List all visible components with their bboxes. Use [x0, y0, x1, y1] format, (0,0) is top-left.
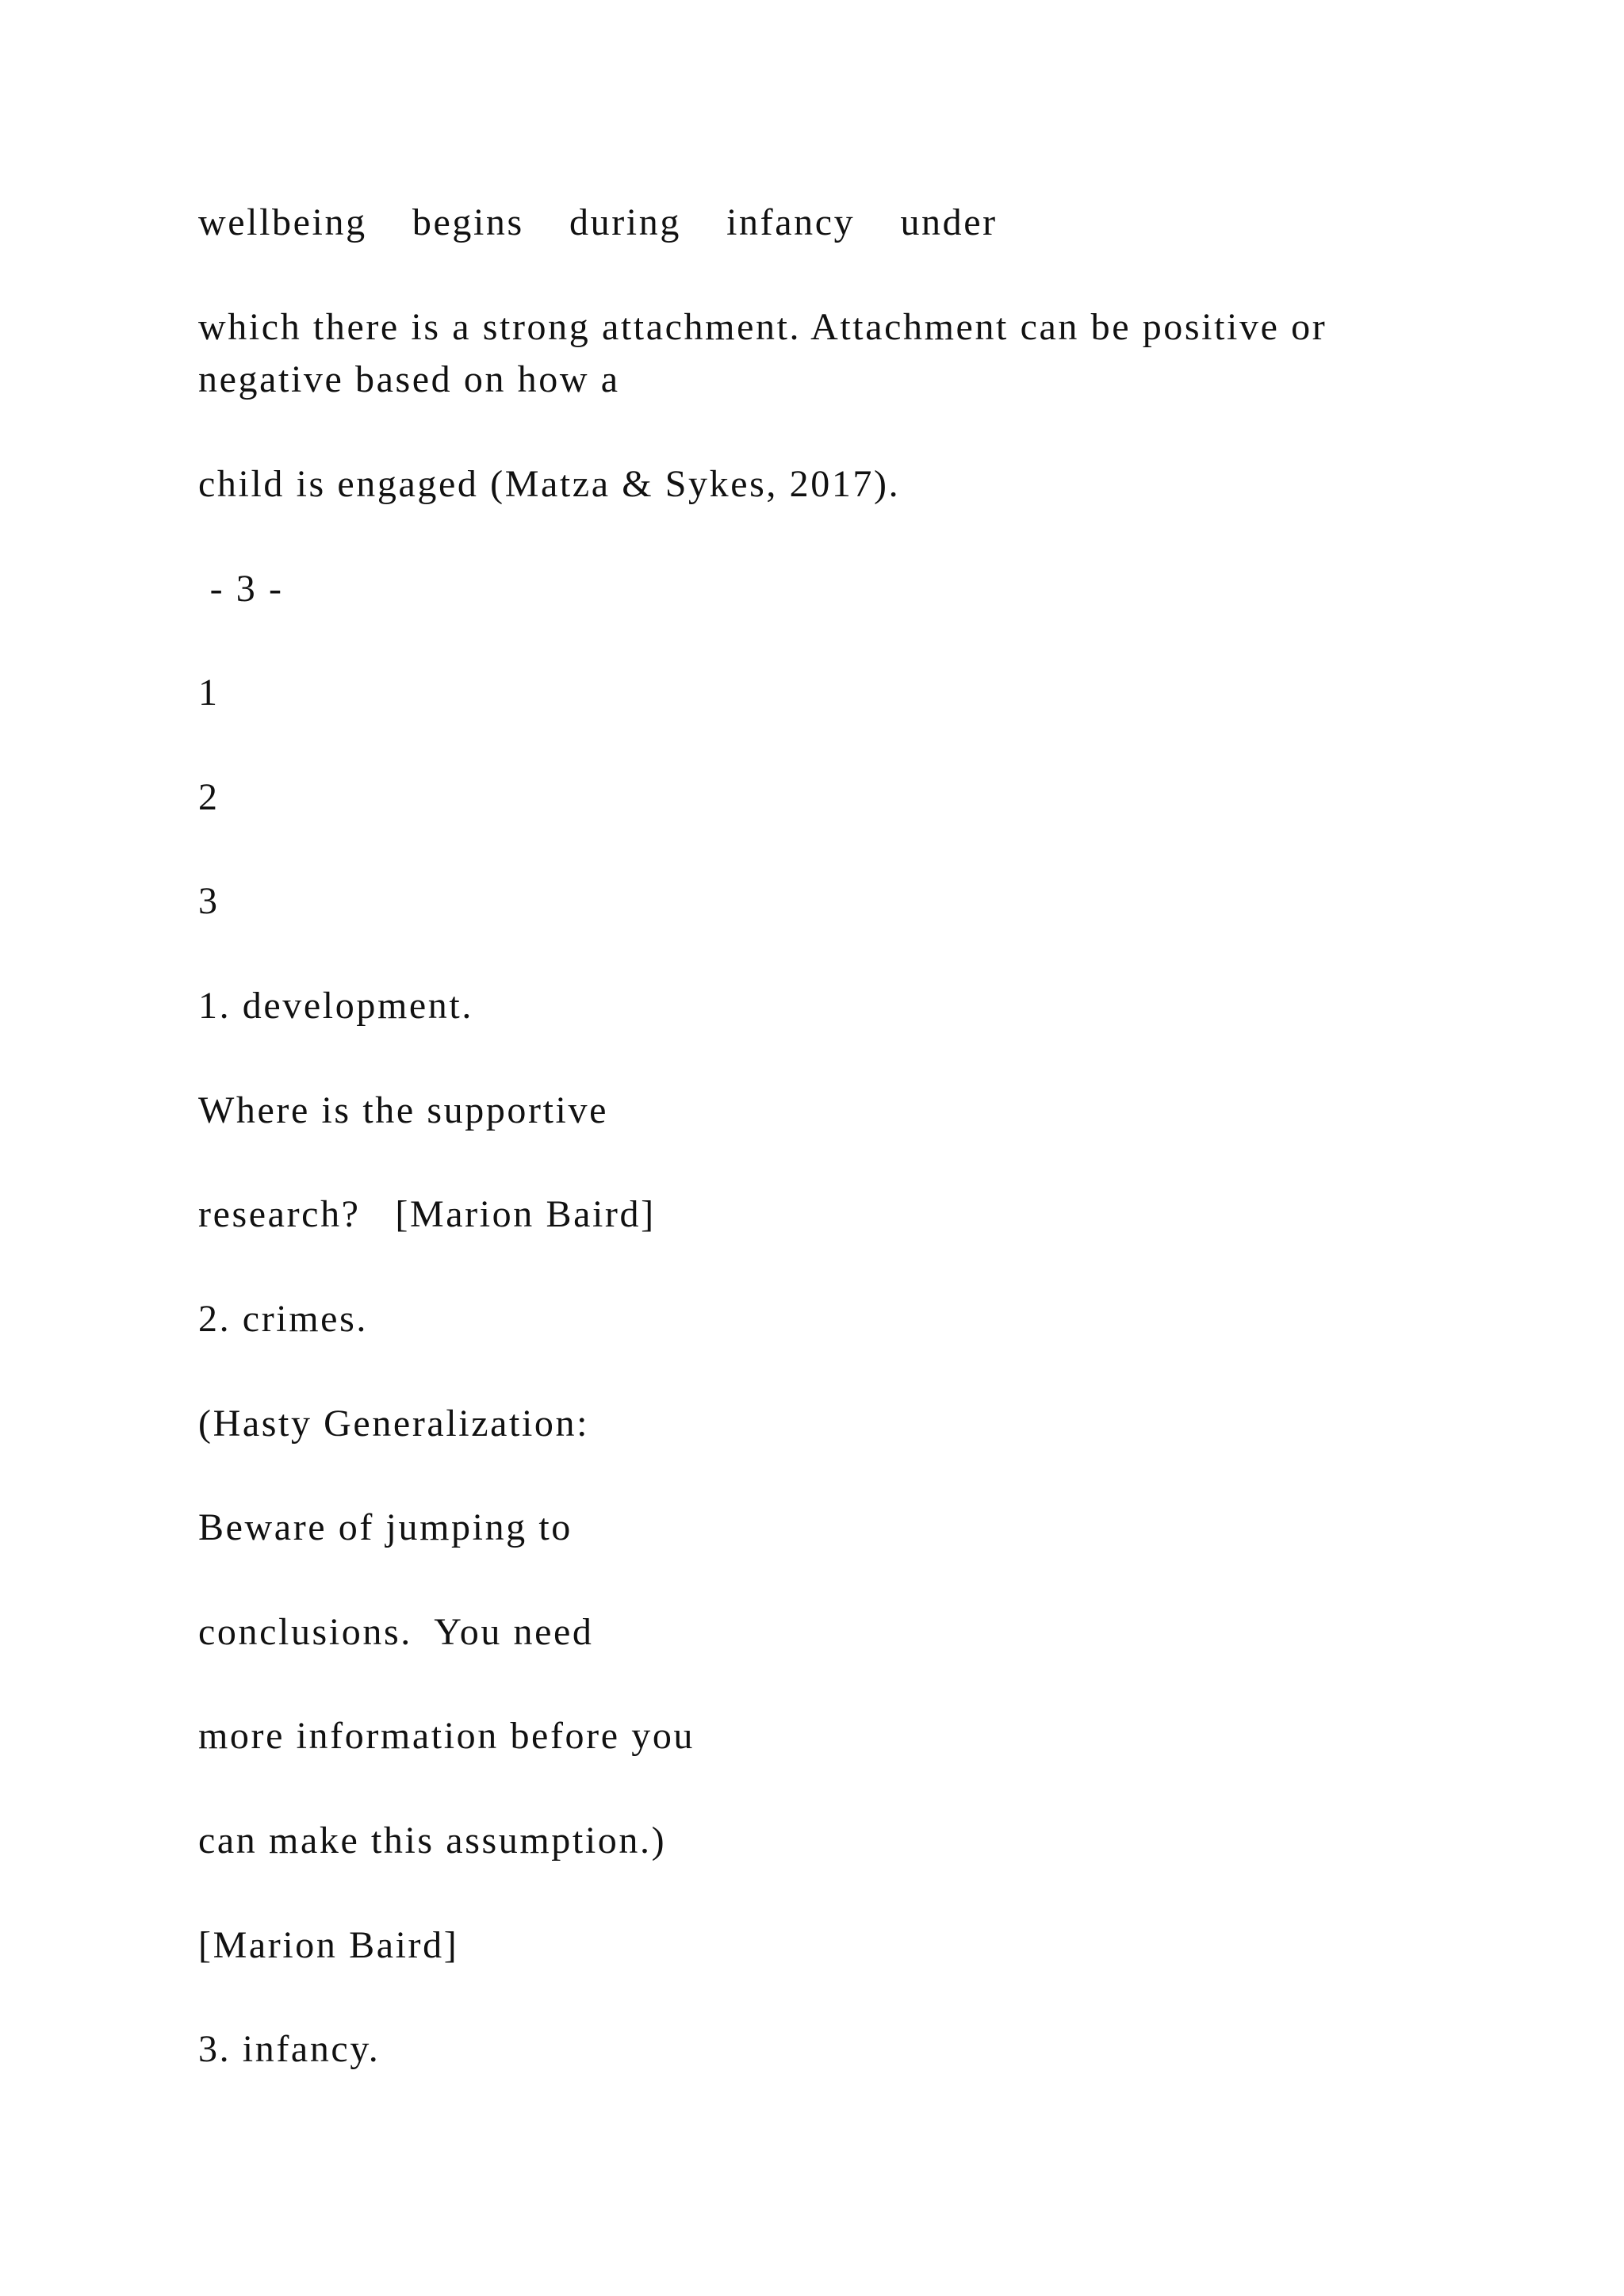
comment-1-text-line-1: Where is the supportive — [198, 1089, 608, 1131]
comment-2-text-line-2: Beware of jumping to — [198, 1506, 573, 1548]
comment-1-text-line-2: research? [Marion Baird] — [198, 1193, 656, 1235]
comment-ref-3: 3 — [198, 880, 220, 922]
comment-1-anchor: 1. development. — [198, 985, 473, 1027]
comment-2-author: [Marion Baird] — [198, 1924, 459, 1966]
comment-2-text-line-1: (Hasty Generalization: — [198, 1402, 590, 1445]
comment-2-text-line-3: conclusions. You need — [198, 1611, 594, 1653]
text-paragraph-attachment: which there is a strong attachment. Attachment can be positive or negative based on how a — [198, 306, 1327, 400]
text-line-1: wellbeing begins during infancy under — [198, 201, 998, 243]
comment-2-text-line-5: can make this assumption.) — [198, 1820, 667, 1862]
comment-ref-1: 1 — [198, 672, 220, 714]
text-line-citation: child is engaged (Matza & Sykes, 2017). — [198, 463, 901, 505]
comment-2-text-line-4: more information before you — [198, 1715, 695, 1757]
page-number: - 3 - — [198, 568, 284, 610]
comment-2-anchor: 2. crimes. — [198, 1298, 368, 1340]
comment-ref-2: 2 — [198, 776, 220, 818]
comment-3-anchor: 3. infancy. — [198, 2028, 381, 2070]
